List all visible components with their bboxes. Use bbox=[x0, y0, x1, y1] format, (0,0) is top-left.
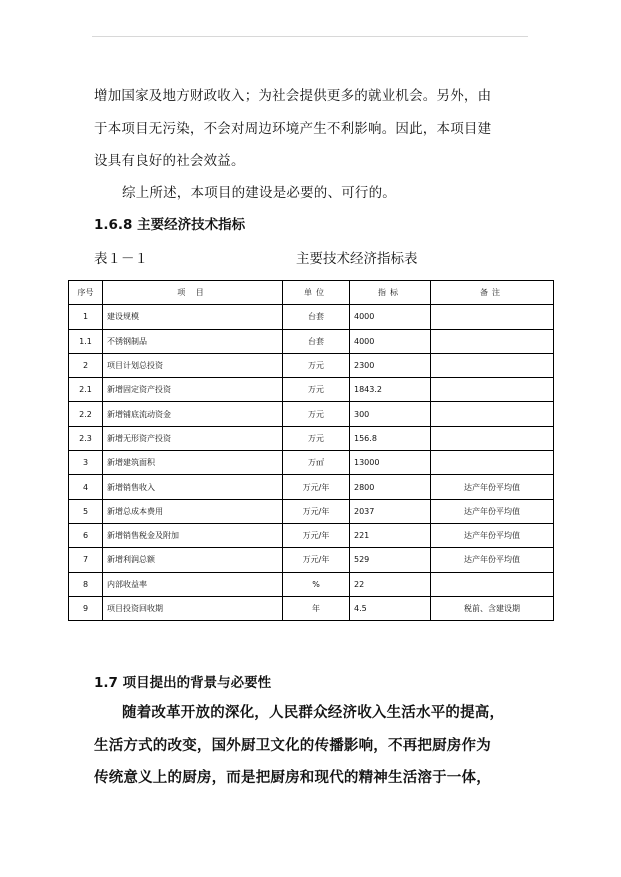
table-row bbox=[69, 523, 554, 547]
cell-value: 2800 bbox=[350, 475, 431, 499]
cell-no: 9 bbox=[69, 596, 103, 620]
page-header-rule bbox=[92, 36, 528, 37]
intro-line-3: 设具有良好的社会效益。 bbox=[94, 153, 245, 169]
intro-line-1: 增加国家及地方财政收入；为社会提供更多的就业机会。另外，由 bbox=[94, 88, 492, 104]
cell-no: 8 bbox=[69, 572, 103, 596]
cell-value: 156.8 bbox=[350, 426, 431, 450]
cell-value: 4000 bbox=[350, 329, 431, 353]
cell-no: 6 bbox=[69, 523, 103, 547]
cell-note: 达产年份平均值 bbox=[431, 499, 554, 523]
cell-value: 2037 bbox=[350, 499, 431, 523]
cell-item: 内部收益率 bbox=[103, 572, 283, 596]
cell-note bbox=[431, 305, 554, 329]
cell-item: 新增总成本费用 bbox=[103, 499, 283, 523]
cell-no: 7 bbox=[69, 548, 103, 572]
cell-no: 2.1 bbox=[69, 378, 103, 402]
cell-note: 达产年份平均值 bbox=[431, 548, 554, 572]
table-row bbox=[69, 305, 554, 329]
background-line-3: 传统意义上的厨房，而是把厨房和现代的精神生活溶于一体， bbox=[94, 770, 491, 786]
table-row bbox=[69, 475, 554, 499]
header-item: 项 目 bbox=[103, 281, 283, 305]
cell-item: 建设规模 bbox=[103, 305, 283, 329]
cell-item: 新增建筑面积 bbox=[103, 451, 283, 475]
section-1-7-heading: 1.7 项目提出的背景与必要性 bbox=[94, 675, 272, 691]
table-row bbox=[69, 596, 554, 620]
cell-item: 项目投资回收期 bbox=[103, 596, 283, 620]
cell-no: 2 bbox=[69, 353, 103, 377]
cell-no: 4 bbox=[69, 475, 103, 499]
cell-value: 300 bbox=[350, 402, 431, 426]
cell-no: 1.1 bbox=[69, 329, 103, 353]
header-unit: 单位 bbox=[283, 281, 350, 305]
table-row bbox=[69, 353, 554, 377]
header-note: 备注 bbox=[431, 281, 554, 305]
cell-item: 新增销售收入 bbox=[103, 475, 283, 499]
cell-unit: 万元 bbox=[283, 353, 350, 377]
cell-value: 1843.2 bbox=[350, 378, 431, 402]
cell-no: 5 bbox=[69, 499, 103, 523]
table-row bbox=[69, 378, 554, 402]
cell-item: 新增固定资产投资 bbox=[103, 378, 283, 402]
cell-note: 达产年份平均值 bbox=[431, 475, 554, 499]
cell-unit: 年 bbox=[283, 596, 350, 620]
cell-value: 13000 bbox=[350, 451, 431, 475]
table-row bbox=[69, 451, 554, 475]
table-row bbox=[69, 548, 554, 572]
cell-value: 2300 bbox=[350, 353, 431, 377]
cell-note: 税前、含建设期 bbox=[431, 596, 554, 620]
cell-unit: 万元/年 bbox=[283, 499, 350, 523]
section-1-6-8-heading: 1.6.8 主要经济技术指标 bbox=[94, 217, 246, 233]
cell-value: 529 bbox=[350, 548, 431, 572]
cell-unit: % bbox=[283, 572, 350, 596]
cell-unit: 万㎡ bbox=[283, 451, 350, 475]
cell-note bbox=[431, 402, 554, 426]
cell-unit: 万元/年 bbox=[283, 523, 350, 547]
table-row bbox=[69, 402, 554, 426]
cell-item: 新增无形资产投资 bbox=[103, 426, 283, 450]
intro-line-2: 于本项目无污染，不会对周边环境产生不利影响。因此，本项目建 bbox=[94, 121, 492, 137]
cell-no: 3 bbox=[69, 451, 103, 475]
cell-value: 4.5 bbox=[350, 596, 431, 620]
cell-value: 221 bbox=[350, 523, 431, 547]
cell-unit: 万元/年 bbox=[283, 475, 350, 499]
table-row bbox=[69, 426, 554, 450]
table-row bbox=[69, 572, 554, 596]
cell-unit: 台套 bbox=[283, 305, 350, 329]
cell-item: 不锈钢制品 bbox=[103, 329, 283, 353]
cell-unit: 台套 bbox=[283, 329, 350, 353]
header-value: 指标 bbox=[350, 281, 431, 305]
cell-note bbox=[431, 353, 554, 377]
table-caption: 主要技术经济指标表 bbox=[296, 251, 418, 267]
cell-unit: 万元 bbox=[283, 426, 350, 450]
header-no: 序号 bbox=[69, 281, 103, 305]
table-row bbox=[69, 329, 554, 353]
cell-note bbox=[431, 426, 554, 450]
cell-note bbox=[431, 378, 554, 402]
conclusion-line: 综上所述，本项目的建设是必要的、可行的。 bbox=[122, 185, 396, 201]
cell-item: 新增销售税金及附加 bbox=[103, 523, 283, 547]
cell-no: 2.2 bbox=[69, 402, 103, 426]
economic-indicators-table bbox=[68, 280, 554, 621]
cell-item: 新增铺底流动资金 bbox=[103, 402, 283, 426]
cell-note bbox=[431, 572, 554, 596]
cell-no: 2.3 bbox=[69, 426, 103, 450]
cell-unit: 万元 bbox=[283, 402, 350, 426]
table-header-row bbox=[69, 281, 554, 305]
cell-note: 达产年份平均值 bbox=[431, 523, 554, 547]
cell-item: 项目计划总投资 bbox=[103, 353, 283, 377]
cell-value: 22 bbox=[350, 572, 431, 596]
cell-unit: 万元 bbox=[283, 378, 350, 402]
cell-item: 新增利润总额 bbox=[103, 548, 283, 572]
table-label: 表１－１ bbox=[94, 251, 148, 267]
background-line-2: 生活方式的改变，国外厨卫文化的传播影响，不再把厨房作为 bbox=[94, 738, 491, 754]
background-line-1: 随着改革开放的深化，人民群众经济收入生活水平的提高， bbox=[122, 705, 505, 721]
cell-value: 4000 bbox=[350, 305, 431, 329]
cell-note bbox=[431, 451, 554, 475]
cell-unit: 万元/年 bbox=[283, 548, 350, 572]
table-row bbox=[69, 499, 554, 523]
cell-no: 1 bbox=[69, 305, 103, 329]
cell-note bbox=[431, 329, 554, 353]
